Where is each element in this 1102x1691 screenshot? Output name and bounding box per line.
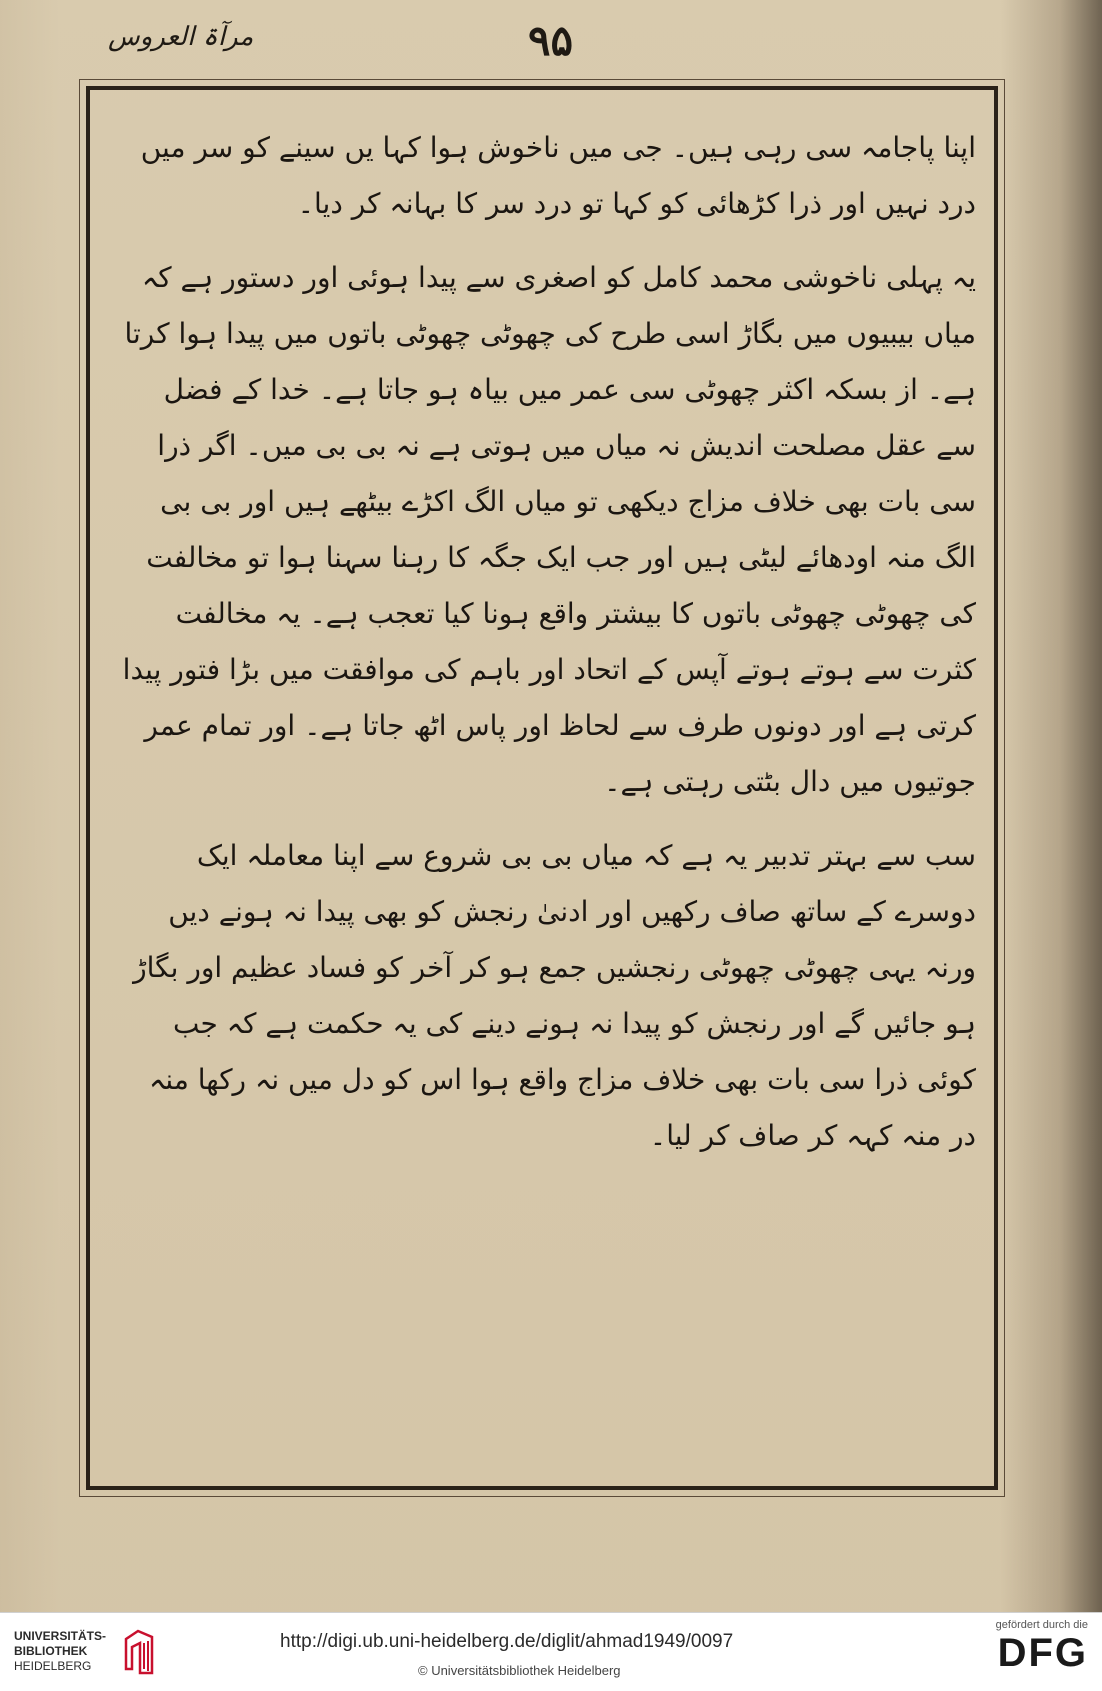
dfg-logo: DFG xyxy=(997,1631,1088,1675)
library-logo[interactable] xyxy=(14,1629,154,1679)
paragraph-2: یہ پہلی ناخوشی محمد کامل کو اصغری سے پیدا ہوئی اور دستور ہے کہ میاں بیبیوں میں بگاڑ اسی طرح کی چھوٹی چھوٹی باتوں میں پیدا ہوا کرتا ہے۔ از بسکہ اکثر چھوٹی سی عمر میں بیاہ ہو جاتا ہے۔ خدا کے فضل سے عقل مصلحت اندیش نہ میاں میں ہوتی ہے نہ بی بی میں۔ اگر ذرا سی بات بھی خلاف مزاج دیکھی تو میاں الگ اکڑے بیٹھے ہیں اور بی بی الگ منہ اودھائے لیٹی ہیں اور جب ایک جگہ کا رہنا سہنا ہوا تو مخالفت کی چھوٹی چھوٹی باتوں کا بیشتر واقع ہونا کیا تعجب ہے۔ یہ مخالفت کثرت سے ہوتے ہوتے آپس کے اتحاد اور باہم کی موافقت میں بڑا فتور پیدا کرتی ہے اور دونوں طرف سے لحاظ اور پاس اٹھ جاتا ہے۔ اور تمام عمر جوتیوں میں دال بٹتی رہتی ہے۔ xyxy=(122,261,976,798)
dfg-funding[interactable] xyxy=(976,1619,1088,1687)
paragraph-1: اپنا پاجامہ سی رہی ہیں۔ جی میں ناخوش ہوا کہا یں سینے کو سر میں درد نہیں اور ذرا کڑھائی کو کہا تو درد سر کا بہانہ کر دیا۔ xyxy=(140,131,976,220)
viewer-footer xyxy=(0,1612,1102,1691)
library-name-line-3: HEIDELBERG xyxy=(14,1659,92,1673)
library-name-line-1: UNIVERSITÄTS- xyxy=(14,1629,107,1643)
library-building-icon xyxy=(122,1629,156,1675)
page-text xyxy=(116,120,976,1456)
library-name-line-2: BIBLIOTHEK xyxy=(14,1644,88,1658)
running-title: مرآۃ العروس xyxy=(108,22,254,52)
permalink-url[interactable]: http://digi.ub.uni-heidelberg.de/diglit/ahmad1949/0097 xyxy=(280,1631,734,1652)
paragraph-3: سب سے بہتر تدبیر یہ ہے کہ میاں بی بی شروع سے اپنا معاملہ ایک دوسرے کے ساتھ صاف رکھیں اور ادنیٰ رنجش کو بھی پیدا نہ ہونے دیں ورنہ یہی چھوٹی چھوٹی رنجشیں جمع ہو کر آخر کو فساد عظیم اور بگاڑ ہو جائیں گے اور رنجش کو پیدا نہ ہونے دینے کی یہ حکمت ہے کہ جب کوئی ذرا سی بات بھی خلاف مزاج واقع ہوا اس کو دل میں نہ رکھا منہ در منہ کہہ کر صاف کر لیا۔ xyxy=(133,839,976,1152)
text-frame xyxy=(86,86,998,1490)
copyright-notice: © Universitätsbibliothek Heidelberg xyxy=(418,1663,621,1678)
library-name xyxy=(14,1629,114,1674)
page-number: ۹۵ xyxy=(528,16,574,65)
funding-caption: gefördert durch die xyxy=(995,1619,1088,1631)
